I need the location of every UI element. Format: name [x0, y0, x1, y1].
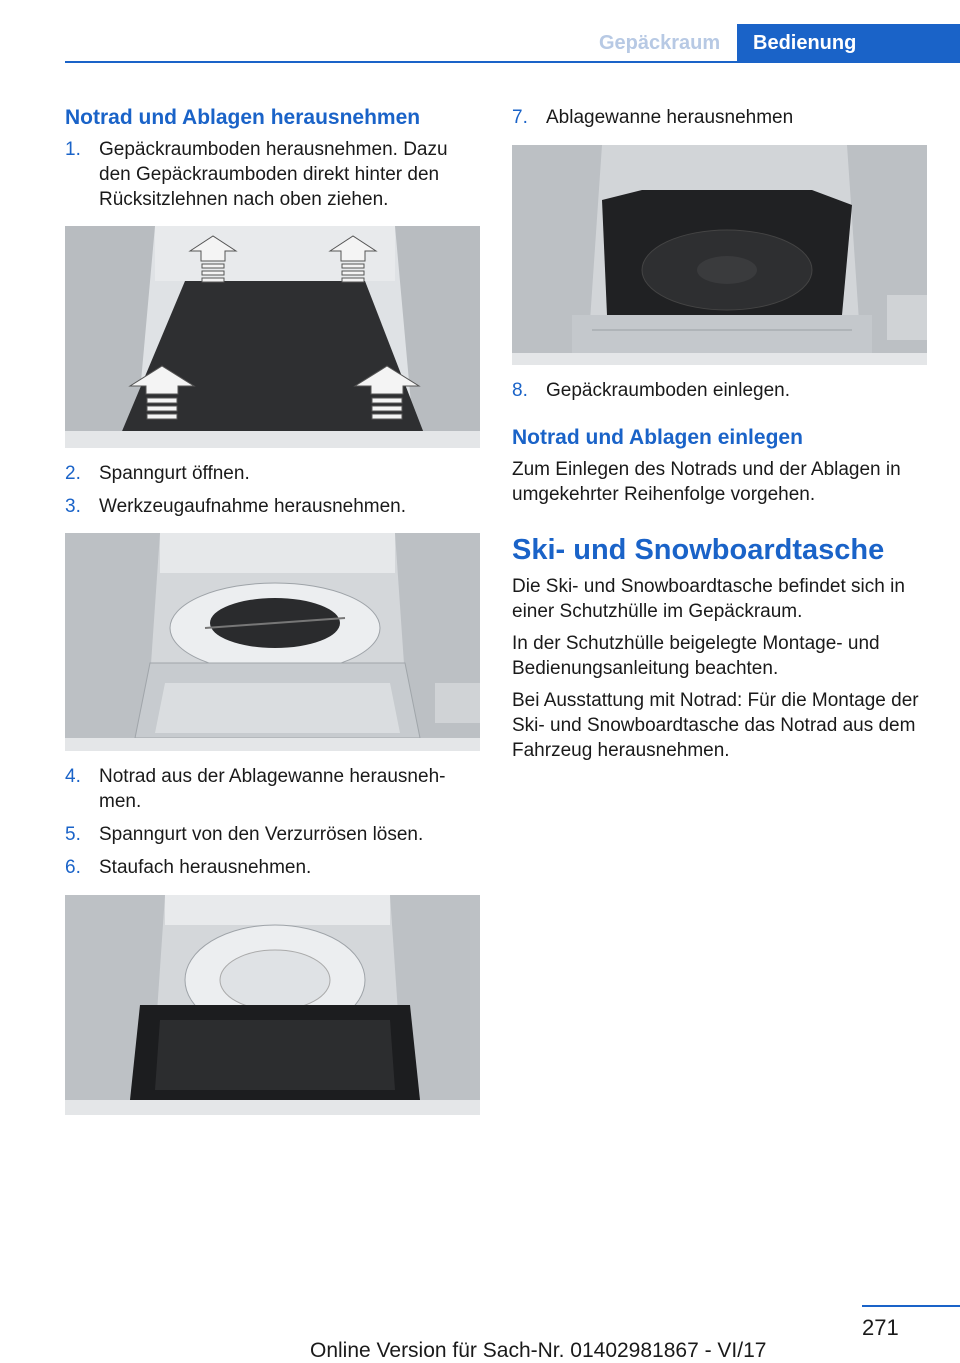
step-number: 3. [65, 496, 81, 517]
photo-trunk-floor [65, 226, 480, 448]
step-text: Staufach herausnehmen. [99, 857, 312, 878]
step-4 [65, 764, 465, 814]
footer-rule [862, 1305, 960, 1307]
photo-storage-tray [512, 145, 927, 365]
step-number: 2. [65, 463, 81, 484]
heading-ski-bag: Ski- und Snowboardtasche [512, 534, 885, 566]
heading-remove: Notrad und Ablagen herausnehmen [65, 106, 421, 129]
step-5 [65, 822, 465, 847]
page-number: 271 [862, 1315, 899, 1340]
step-number: 6. [65, 857, 81, 878]
step-text: Spanngurt öffnen. [99, 463, 250, 484]
paragraph-insert: Zum Einlegen des Notrads und der Ablagen in umgekehrter Reihenfolge vorgehen. [512, 459, 901, 505]
step-text: Spanngurt von den Verzurrösen lösen. [99, 824, 424, 845]
step-text: Notrad aus der Ablagewanne herausnehmen. [99, 766, 446, 812]
step-2 [65, 461, 465, 486]
left-steps-4-6 [65, 764, 465, 880]
step-text: Ablagewanne herausnehmen [546, 107, 794, 128]
heading-insert: Notrad und Ablagen einlegen [512, 426, 803, 449]
online-version-note: Online Version für Sach-Nr. 01402981867 - VI/17 [310, 1339, 767, 1362]
photo-tool-holder [65, 533, 480, 751]
step-number: 4. [65, 766, 81, 787]
paragraph-ski-1: Die Ski- und Snowboardtasche befindet sich in einer Schutzhülle im Gepäckraum. [512, 576, 905, 622]
step-number: 1. [65, 139, 81, 160]
step-7 [512, 105, 927, 130]
step-number: 8. [512, 380, 528, 401]
step-number: 5. [65, 824, 81, 845]
header-section-tab: Gepäckraum [599, 32, 721, 54]
step-6 [65, 855, 465, 880]
header-rule [65, 61, 960, 63]
step-text: Werkzeugaufnahme herausnehmen. [99, 496, 407, 517]
paragraph-ski-2: In der Schutzhülle beigelegte Montage- und Bedienungsanleitung beachten. [512, 633, 880, 679]
header-chapter-tab: Bedienung [737, 24, 960, 63]
paragraph-ski-3: Bei Ausstattung mit Notrad: Für die Montage der Ski- und Snowboardtasche das Notrad aus dem Fahrzeug herausnehmen. [512, 690, 919, 761]
left-column-top [65, 105, 465, 212]
step-3 [65, 494, 465, 519]
photo-storage-compartment [65, 895, 480, 1115]
step-text: Gepäckraumboden einlegen. [546, 380, 791, 401]
step-text: Gepäckraumboden herausnehmen. Dazu den Gepäckraumboden direkt hinter den Rücksitzlehnen nach oben ziehen. [99, 139, 448, 210]
right-step-7 [512, 105, 927, 130]
step-1 [65, 137, 465, 212]
step-number: 7. [512, 107, 528, 128]
step-8 [512, 378, 927, 403]
left-steps-2-3 [65, 461, 465, 519]
right-text-block [512, 378, 927, 763]
